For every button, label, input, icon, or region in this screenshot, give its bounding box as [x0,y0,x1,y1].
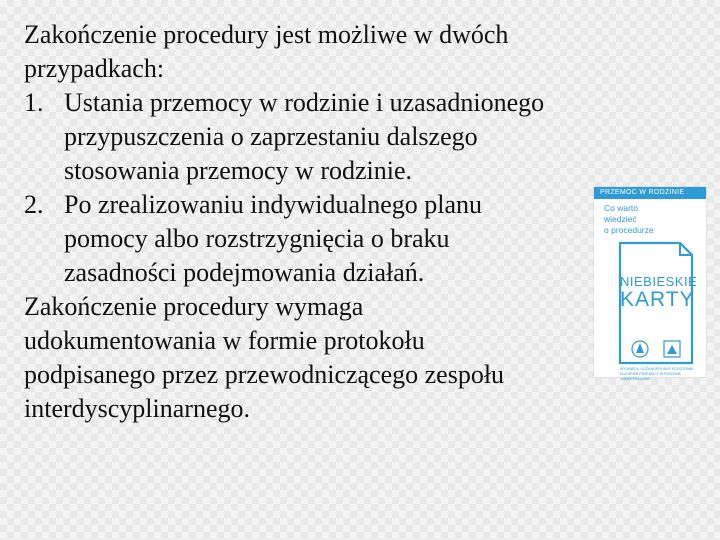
intro-line-1: Zakończenie procedury jest możliwe w dwóch [24,20,509,49]
closing-line-4: interdyscyplinarnego. [24,394,250,423]
list-item-line: stosowania przemocy w rodzinie. [64,156,413,185]
list-item-line: zasadności podejmowania działań. [64,258,425,287]
closing-line-3: podpisanego przez przewodniczącego zespołu [24,360,505,389]
list-item-line: przypuszczenia o zaprzestaniu dalszego [64,122,478,151]
brochure-title-line-2: KARTY [620,288,695,311]
list-item-line: pomocy albo rozstrzygnięcia o braku [64,224,450,253]
brochure-footer: WYDAWCA: OGÓLNOPOLSKIE POGOTOWIE DLA OFIAR PRZEMOCY W RODZINIE „NIEBIESKA LINIA” [620,367,694,381]
closing-line-2: udokumentowania w formie protokołu [24,326,425,355]
list-item-text [64,86,704,188]
brochure-question [604,203,694,236]
brochure-question-line: wiedzieć [604,214,637,224]
list-number: 2. [24,190,44,219]
brochure-question-line: Co warto [604,203,639,213]
emblem-icon [664,341,680,357]
brochure-image [594,187,706,381]
brochure-title [620,275,700,311]
intro-line-2: przypadkach: [24,54,165,83]
list-number: 1. [24,88,44,117]
brochure-question-line: o procedurze [604,225,654,235]
list-item-line: Po zrealizowaniu indywidualnego planu [64,190,483,219]
emblem-icon [632,341,648,357]
list-item-line: Ustania przemocy w rodzinie i uzasadnionego [64,88,545,117]
brochure-title-line-1: NIEBIESKIE [620,274,698,289]
brochure-header: PRZEMOC W RODZINIE [594,187,706,199]
list-item [24,86,704,188]
closing-line-1: Zakończenie procedury wymaga [24,292,364,321]
